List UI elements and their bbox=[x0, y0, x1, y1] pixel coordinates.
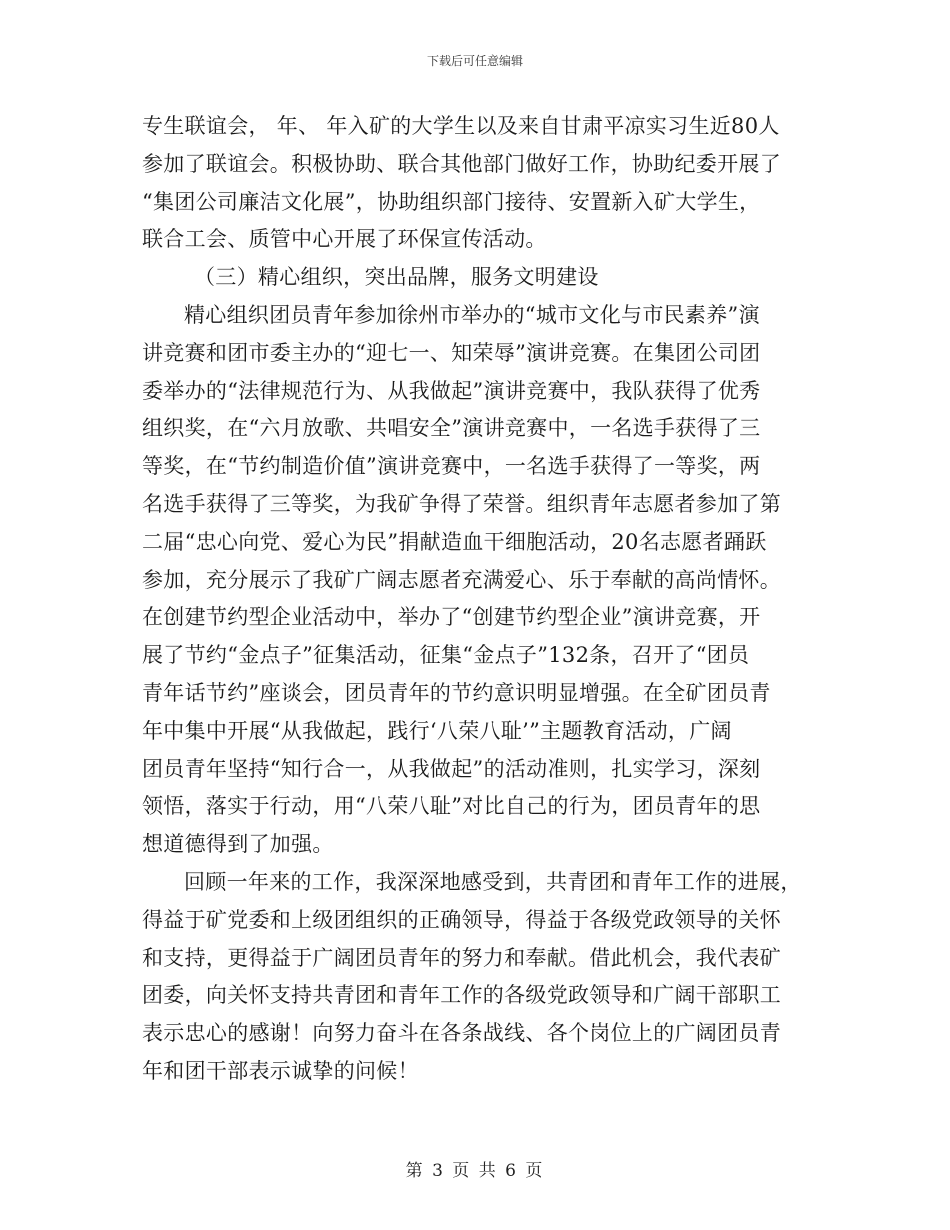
text-line: 团委，向关怀支持共青团和青年工作的各级党政领导和广阔干部职工 bbox=[142, 983, 781, 1008]
text-line: 青年话节约”座谈会，团员青年的节约意识明显增强。在全矿团员青 bbox=[142, 680, 771, 705]
text-line: 表示忠心的感谢！向努力奋斗在各条战线、各个岗位上的广阔团员青 bbox=[142, 1021, 781, 1046]
section-heading: （三）精心组织，突出品牌，服务文明建设 bbox=[194, 265, 599, 290]
text-line: 精心组织团员青年参加徐州市举办的“城市文化与市民素养”演 bbox=[184, 302, 760, 327]
text-line: 联合工会、质管中心开展了环保宣传活动。 bbox=[142, 227, 547, 252]
text-line: 想道德得到了加强。 bbox=[142, 832, 334, 857]
text-line: 等奖，在“节约制造价值”演讲竞赛中，一名选手获得了一等奖，两 bbox=[142, 454, 761, 479]
page-footer: 第 3 页 共 6 页 bbox=[405, 1161, 545, 1181]
text-line: 参加，充分展示了我矿广阔志愿者充满爱心、乐于奉献的高尚情怀。 bbox=[142, 567, 781, 592]
text-line: 委举办的“法律规范行为、从我做起”演讲竞赛中，我队获得了优秀 bbox=[142, 378, 761, 403]
text-line: 讲竞赛和团市委主办的“迎七一、知荣辱”演讲竞赛。在集团公司团 bbox=[142, 340, 761, 365]
text-line: 在创建节约型企业活动中，举办了“创建节约型企业”演讲竞赛，开 bbox=[142, 605, 761, 630]
text-line: 得益于矿党委和上级团组织的正确领导，得益于各级党政领导的关怀 bbox=[142, 907, 781, 932]
text-line: 展了节约“金点子”征集活动，征集“金点子”132条，召开了“团员 bbox=[142, 643, 750, 668]
text-line: 回顾一年来的工作，我深深地感受到，共青团和青年工作的进展， bbox=[184, 869, 802, 894]
text-line: 参加了联谊会。积极协助、联合其他部门做好工作，协助纪委开展了 bbox=[142, 151, 781, 176]
text-line: 专生联谊会， 年、 年入矿的大学生以及来自甘肃平凉实习生近80人 bbox=[142, 114, 780, 138]
page-header: 下载后可任意编辑 bbox=[426, 54, 523, 68]
document-body bbox=[142, 108, 810, 1091]
text-line: 团员青年坚持“知行合一，从我做起”的活动准则，扎实学习，深刻 bbox=[142, 756, 761, 781]
text-line: 组织奖，在“六月放歌、共唱安全”演讲竞赛中，一名选手获得了三 bbox=[142, 416, 761, 441]
text-line: 年和团干部表示诚挚的问候！ bbox=[142, 1058, 419, 1083]
text-line: 年中集中开展“从我做起，践行‘八荣八耻’”主题教育活动，广阔 bbox=[142, 718, 732, 743]
text-line: 名选手获得了三等奖，为我矿争得了荣誉。组织青年志愿者参加了第 bbox=[142, 491, 781, 516]
text-line: 和支持，更得益于广阔团员青年的努力和奉献。借此机会，我代表矿 bbox=[142, 945, 781, 970]
text-line: 领悟，落实于行动，用“八荣八耻”对比自己的行为，团员青年的思 bbox=[142, 794, 761, 819]
text-line: “集团公司廉洁文化展”，协助组织部门接待、安置新入矿大学生， bbox=[142, 189, 761, 214]
text-line: 二届“忠心向党、爱心为民”捐献造血干细胞活动，20名志愿者踊跃 bbox=[142, 529, 767, 554]
